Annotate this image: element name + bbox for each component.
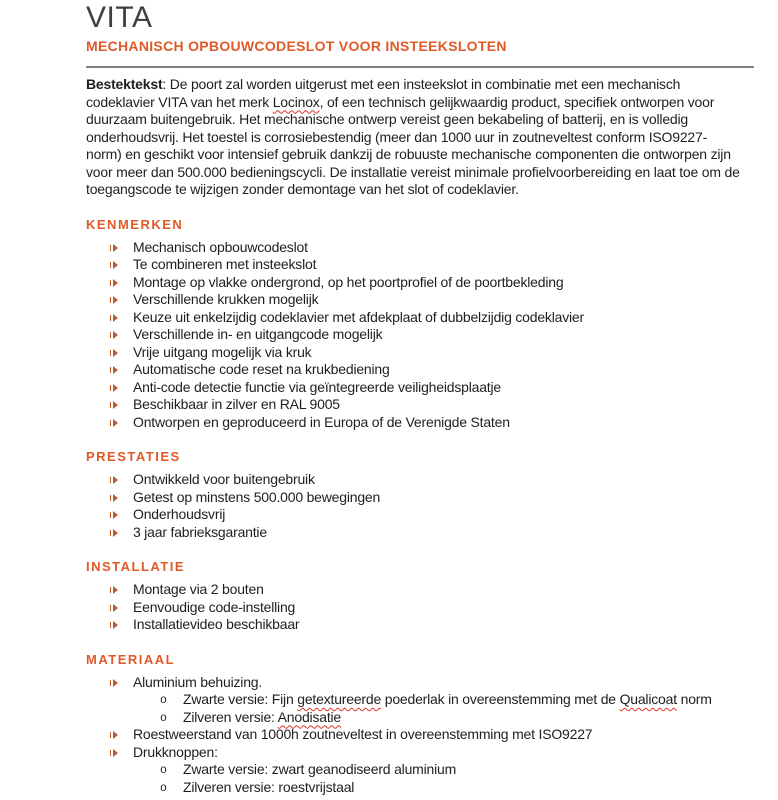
arrow-bullet-icon bbox=[110, 261, 118, 269]
arrow-bullet-icon bbox=[110, 749, 118, 757]
arrow-bullet-icon bbox=[110, 244, 118, 252]
text-run: Anti-code detectie functie via geïntegreerde veiligheidsplaatje bbox=[133, 378, 501, 395]
arrow-bullet-icon bbox=[110, 349, 118, 357]
arrow-bullet-icon bbox=[110, 476, 118, 484]
circle-bullet-icon: o bbox=[160, 711, 167, 725]
bullet-item bbox=[86, 489, 754, 507]
bullet-item bbox=[86, 379, 754, 397]
misspelled-word: getextureerde bbox=[297, 691, 382, 707]
arrow-bullet-icon bbox=[110, 529, 118, 537]
bullet-item-text bbox=[133, 414, 510, 430]
bullet-item bbox=[86, 581, 754, 599]
bullet-list bbox=[86, 581, 754, 634]
text-run: Zilveren versie: bbox=[183, 708, 278, 725]
bullet-item bbox=[86, 726, 754, 744]
sub-bullet-text bbox=[183, 709, 341, 725]
arrow-bullet-icon bbox=[110, 419, 118, 427]
bullet-item bbox=[86, 291, 754, 309]
text-run: Montage op vlakke ondergrond, op het poortprofiel of de poortbekleding bbox=[133, 273, 564, 290]
misspelled-word: Locinox bbox=[272, 93, 320, 110]
text-run: Automatische code reset na krukbediening bbox=[133, 361, 390, 377]
bullet-item-text bbox=[133, 256, 316, 272]
text-run: Keuze uit enkelzijdig codeklavier met afdekplaat of dubbelzijdig codeklavier bbox=[133, 308, 584, 325]
arrow-bullet-icon bbox=[110, 279, 118, 287]
text-run: 3 jaar fabrieksgarantie bbox=[133, 523, 267, 540]
bullet-item-text bbox=[133, 524, 267, 540]
section-heading: KENMERKEN bbox=[86, 216, 184, 232]
bullet-item bbox=[86, 344, 754, 362]
text-run: Te combineren met insteekslot bbox=[133, 256, 317, 272]
text-run: Aluminium behuizing. bbox=[133, 673, 263, 690]
text-run: Verschillende in- en uitgangcode mogelijk bbox=[133, 326, 383, 342]
arrow-bullet-icon bbox=[110, 384, 118, 392]
bullet-item-text bbox=[133, 274, 563, 290]
text-run: Eenvoudige code-instelling bbox=[133, 598, 296, 615]
bullet-item bbox=[86, 239, 754, 257]
bullet-item-text bbox=[133, 291, 318, 307]
sub-bullet-item bbox=[86, 691, 754, 709]
bullet-item bbox=[86, 506, 754, 524]
bullet-item bbox=[86, 326, 754, 344]
text-run: Montage via 2 bouten bbox=[133, 581, 264, 597]
arrow-bullet-icon bbox=[110, 621, 118, 629]
bullet-item-text bbox=[133, 379, 501, 395]
arrow-bullet-icon bbox=[110, 314, 118, 322]
bullet-item bbox=[86, 256, 754, 274]
circle-bullet-icon: o bbox=[160, 694, 167, 707]
bullet-item-text bbox=[133, 616, 299, 632]
arrow-bullet-icon bbox=[110, 296, 118, 304]
text-run: Onderhoudsvrij bbox=[133, 506, 226, 522]
bullet-item-text bbox=[133, 326, 382, 342]
sub-bullet-text bbox=[183, 761, 456, 777]
text-run: Verschillende krukken mogelijk bbox=[133, 291, 319, 307]
bullet-item bbox=[86, 396, 754, 414]
sub-bullet-item bbox=[86, 761, 754, 779]
bullet-list bbox=[86, 471, 754, 541]
text-run: Drukknoppen: bbox=[133, 743, 218, 760]
bullet-item bbox=[86, 616, 754, 634]
bullet-item bbox=[86, 309, 754, 327]
bullet-item-text bbox=[133, 396, 340, 412]
bullet-item-text bbox=[133, 309, 584, 325]
bullet-item bbox=[86, 414, 754, 432]
bullet-item-text bbox=[133, 471, 315, 487]
text-run: Zwarte versie: Fijn bbox=[183, 691, 298, 707]
section-heading: INSTALLATIE bbox=[86, 559, 186, 574]
text-run: Roestweerstand van 1000h zoutneveltest in overeenstemming met ISO9227 bbox=[133, 726, 593, 742]
text-run: , of een technisch gelijkwaardig product, specifiek ontworpen voor duurzaam buitengebruik. Het mechanische ontwerp vereist geen bekabeling of batterij, en is volledig onderhoudsvrij. Het toestel is corrosiebestendig (meer dan 1000 uur in zoutneveltest conform ISO9227-norm) en geschikt voor intensief gebruik dankzij de robuuste mechanische componenten die ontworpen zijn voor meer dan 500.000 bedieningscycli. De installatie vereist minimale profielvoorbereiding en laat toe om de toegangscode te wijzigen zonder demontage van het slot of codeklavier. bbox=[86, 93, 740, 197]
circle-bullet-icon: o bbox=[160, 781, 167, 795]
bullet-item bbox=[86, 599, 754, 617]
text-run: Zwarte versie: zwart geanodiseerd aluminium bbox=[183, 761, 457, 777]
text-run: norm bbox=[676, 691, 712, 707]
arrow-bullet-icon bbox=[110, 366, 118, 374]
text-run: Vrije uitgang mogelijk via kruk bbox=[133, 343, 312, 360]
intro-paragraph bbox=[86, 76, 741, 199]
sub-bullet-item bbox=[86, 779, 754, 797]
sub-bullet-item bbox=[86, 709, 754, 727]
bullet-item bbox=[86, 471, 754, 489]
arrow-bullet-icon bbox=[110, 679, 118, 687]
title-divider bbox=[86, 66, 754, 68]
arrow-bullet-icon bbox=[110, 511, 118, 519]
text-run: Zilveren versie: roestvrijstaal bbox=[183, 778, 355, 795]
sub-bullet-text bbox=[183, 779, 354, 795]
arrow-bullet-icon bbox=[110, 731, 118, 739]
section-heading: PRESTATIES bbox=[86, 449, 181, 464]
bullet-item-text bbox=[133, 726, 592, 742]
bullet-item-text bbox=[133, 599, 295, 615]
text-run: Ontworpen en geproduceerd in Europa of de Verenigde Staten bbox=[133, 413, 510, 430]
text-run: Bestektekst bbox=[86, 76, 163, 92]
text-run: Installatievideo beschikbaar bbox=[133, 616, 300, 632]
bullet-item-text bbox=[133, 344, 311, 360]
bullet-item-text bbox=[133, 239, 308, 255]
circle-bullet-icon: o bbox=[160, 764, 167, 777]
sections-container bbox=[86, 217, 754, 797]
arrow-bullet-icon bbox=[110, 401, 118, 409]
bullet-item bbox=[86, 674, 754, 692]
bullet-list bbox=[86, 239, 754, 432]
misspelled-word: Qualicoat bbox=[619, 691, 677, 707]
bullet-item-text bbox=[133, 361, 390, 377]
bullet-item bbox=[86, 361, 754, 379]
text-run: Mechanisch opbouwcodeslot bbox=[133, 238, 308, 255]
text-run: : De poort zal worden uitgerust met een insteekslot in combinatie met een mechanisch codeklavier VITA van het merk bbox=[86, 76, 681, 110]
text-run: Getest op minstens 500.000 bewegingen bbox=[133, 488, 381, 505]
document-title: VITA bbox=[86, 1, 153, 34]
arrow-bullet-icon bbox=[110, 586, 118, 594]
sub-bullet-text bbox=[183, 691, 712, 707]
section-heading: MATERIAAL bbox=[86, 651, 176, 667]
text-run: Ontwikkeld voor buitengebruik bbox=[133, 471, 315, 487]
bullet-item bbox=[86, 744, 754, 762]
bullet-list bbox=[86, 674, 754, 797]
bullet-item bbox=[86, 274, 754, 292]
bullet-item-text bbox=[133, 674, 262, 690]
text-run: poederlak in overeenstemming met de bbox=[381, 691, 620, 707]
document-subtitle: MECHANISCH OPBOUWCODESLOT VOOR INSTEEKSLOTEN bbox=[86, 38, 507, 54]
bullet-item-text bbox=[133, 581, 264, 597]
arrow-bullet-icon bbox=[110, 494, 118, 502]
bullet-item-text bbox=[133, 489, 380, 505]
bullet-item bbox=[86, 524, 754, 542]
bullet-item-text bbox=[133, 744, 218, 760]
arrow-bullet-icon bbox=[110, 331, 118, 339]
arrow-bullet-icon bbox=[110, 604, 118, 612]
text-run: Beschikbaar in zilver en RAL 9005 bbox=[133, 396, 340, 412]
bullet-item-text bbox=[133, 506, 225, 522]
misspelled-word: Anodisatie bbox=[277, 708, 342, 725]
